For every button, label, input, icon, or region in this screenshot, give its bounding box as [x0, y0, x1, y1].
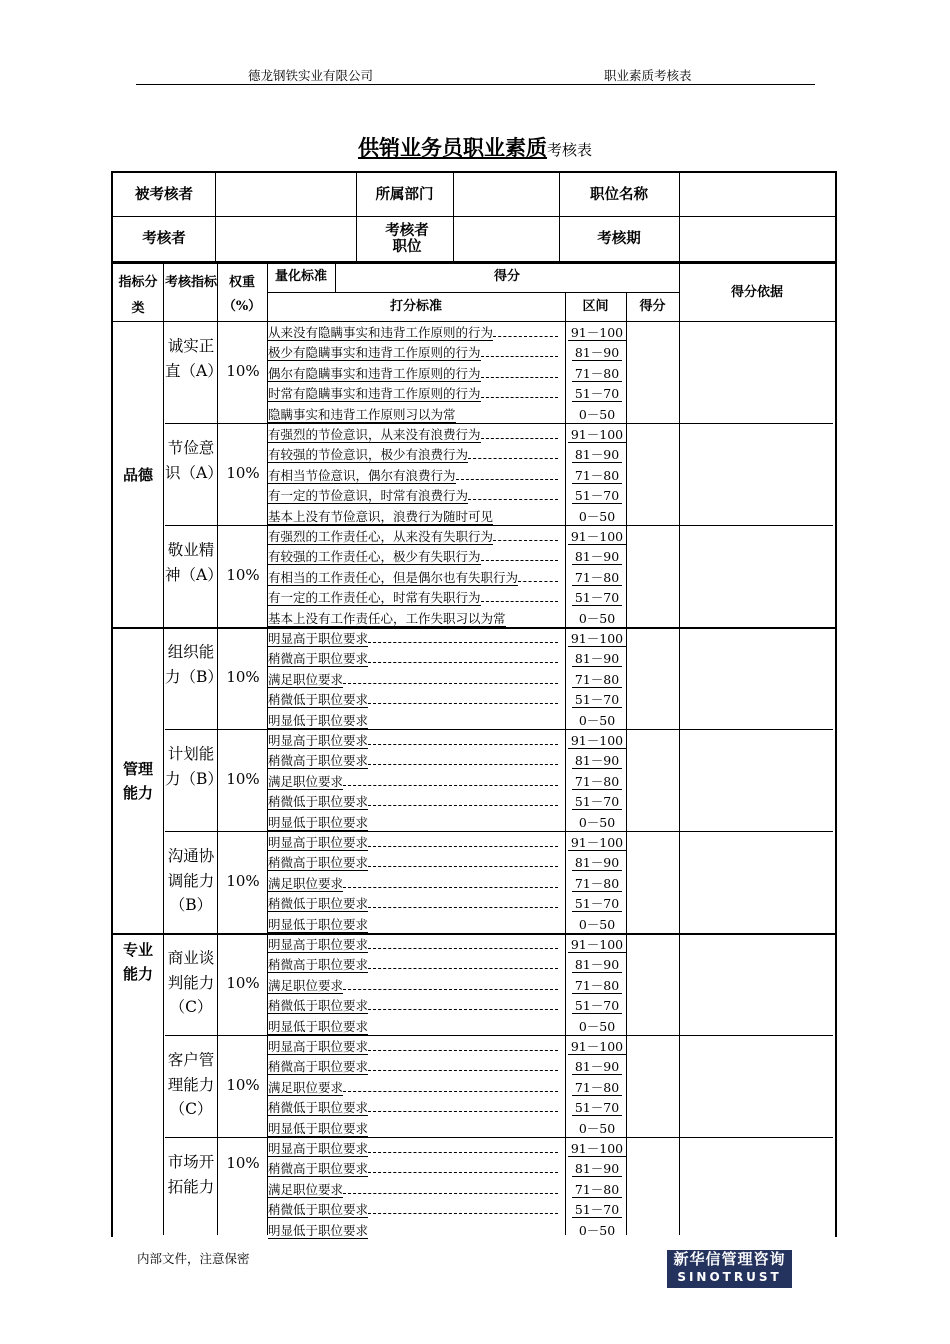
criterion-underline [468, 499, 558, 500]
criteria-list [268, 1037, 564, 1139]
range-item: 71－80 [566, 568, 628, 588]
criterion-item: 明显高于职位要求 [268, 935, 564, 955]
range-item: 0－50 [578, 1222, 616, 1238]
criteria-list [268, 527, 564, 629]
criterion-underline [368, 846, 558, 847]
range-item: 51－70 [566, 384, 628, 404]
range-item: 91－100 [566, 1037, 628, 1057]
assessor-position-value[interactable] [454, 217, 559, 261]
range-item: 0－50 [578, 712, 616, 728]
indicator-weight: 10% [226, 1154, 260, 1172]
indicator-name: 敬业精神（A） [165, 541, 223, 584]
range-item: 91－100 [566, 935, 628, 955]
criterion-item: 隐瞒事实和违背工作原则习以为常 [268, 406, 456, 422]
range-item: 81－90 [566, 649, 628, 669]
criterion-item: 满足职位要求 [268, 1078, 564, 1098]
range-item: 91－100 [566, 833, 628, 853]
assessee-value[interactable] [216, 173, 356, 216]
range-list [566, 629, 628, 731]
criterion-underline [368, 805, 558, 806]
criterion-underline [368, 764, 558, 765]
range-list [566, 935, 628, 1037]
col-scoring-standard: 打分标准 [389, 299, 442, 314]
criterion-underline [368, 642, 558, 643]
range-item: 51－70 [566, 1200, 628, 1220]
criterion-item: 稍微低于职位要求 [268, 996, 564, 1016]
page-title [0, 132, 950, 162]
criterion-underline [481, 397, 559, 398]
col-weight-1: 权重 [228, 275, 255, 290]
position-label: 职位名称 [590, 185, 648, 203]
criterion-item: 稍微低于职位要求 [268, 1098, 564, 1118]
criterion-item: 基本上没有工作责任心，工作失职习以为常 [268, 610, 506, 626]
criterion-underline [368, 662, 558, 663]
range-item: 0－50 [578, 610, 616, 626]
indicator-name: 诚实正直（A） [165, 337, 223, 380]
range-item: 51－70 [566, 894, 628, 914]
criterion-item: 稍微低于职位要求 [268, 792, 564, 812]
criterion-item: 有强烈的工作责任心，从来没有失职行为 [268, 527, 564, 547]
criterion-underline [493, 540, 558, 541]
criterion-item: 稍微低于职位要求 [268, 894, 564, 914]
range-item: 81－90 [566, 751, 628, 771]
range-item: 91－100 [566, 1139, 628, 1159]
indicator-weight: 10% [226, 974, 260, 992]
criterion-item: 有相当节俭意识，偶尔有浪费行为 [268, 466, 564, 486]
criterion-item: 明显高于职位要求 [268, 833, 564, 853]
criterion-item: 明显低于职位要求 [268, 1222, 369, 1238]
range-list [566, 833, 628, 935]
criterion-item: 有强烈的节俭意识，从来没有浪费行为 [268, 425, 564, 445]
range-item: 81－90 [566, 445, 628, 465]
indicator-weight: 10% [226, 362, 260, 380]
range-item: 81－90 [566, 1057, 628, 1077]
range-item: 81－90 [566, 1159, 628, 1179]
col-indicator: 考核指标 [165, 275, 218, 290]
criterion-underline [343, 785, 558, 786]
criterion-item: 明显低于职位要求 [268, 1018, 369, 1034]
criterion-underline [468, 458, 558, 459]
criteria-list [268, 833, 564, 935]
criterion-underline [481, 377, 559, 378]
criterion-item: 明显高于职位要求 [268, 629, 564, 649]
indicator-name: 商业谈判能力（C） [167, 949, 215, 1016]
col-weight-2: （%） [222, 299, 262, 314]
assessment-table [111, 262, 837, 1237]
criterion-underline [368, 1213, 558, 1214]
range-item: 81－90 [566, 853, 628, 873]
col-category: 指标分类 [118, 275, 158, 316]
page-header [136, 66, 815, 85]
category-label: 管理 能力 [122, 760, 153, 802]
criterion-item: 明显低于职位要求 [268, 814, 369, 830]
indicator-weight: 10% [226, 872, 260, 890]
range-item: 51－70 [566, 1098, 628, 1118]
indicator-weight: 10% [226, 464, 260, 482]
criterion-item: 满足职位要求 [268, 874, 564, 894]
criterion-underline [368, 744, 558, 745]
criterion-item: 有较强的工作责任心，极少有失职行为 [268, 547, 564, 567]
criterion-underline [368, 1009, 558, 1010]
category-label: 专业 能力 [122, 941, 153, 983]
indicator-name: 组织能力（B） [165, 643, 223, 686]
range-item: 71－80 [566, 364, 628, 384]
category-label: 品德 [122, 466, 153, 484]
range-list [566, 1139, 628, 1241]
title-main: 供销业务员职业素质 [357, 135, 547, 160]
range-item: 51－70 [566, 690, 628, 710]
range-item: 0－50 [578, 1018, 616, 1034]
criterion-underline [493, 336, 558, 337]
criterion-item: 稍微高于职位要求 [268, 1159, 564, 1179]
criterion-underline [368, 1152, 558, 1153]
criteria-list [268, 935, 564, 1037]
range-item: 0－50 [578, 814, 616, 830]
criterion-underline [368, 1111, 558, 1112]
info-table [111, 171, 837, 263]
criterion-item: 满足职位要求 [268, 772, 564, 792]
criteria-list [268, 629, 564, 731]
range-item: 81－90 [566, 955, 628, 975]
col-standard: 量化标准 [274, 269, 327, 284]
range-item: 71－80 [566, 466, 628, 486]
range-item: 0－50 [578, 406, 616, 422]
form-type: 职业素质考核表 [604, 68, 692, 83]
range-item: 71－80 [566, 874, 628, 894]
range-item: 0－50 [578, 916, 616, 932]
criterion-item: 基本上没有节俭意识，浪费行为随时可见 [268, 508, 494, 524]
period-value[interactable] [680, 217, 835, 261]
criterion-item: 明显低于职位要求 [268, 712, 369, 728]
criterion-underline [456, 479, 559, 480]
range-item: 51－70 [566, 792, 628, 812]
criterion-underline [368, 1050, 558, 1051]
criterion-item: 稍微高于职位要求 [268, 751, 564, 771]
range-list [566, 1037, 628, 1139]
criterion-item: 有相当的工作责任心，但是偶尔也有失职行为 [268, 568, 564, 588]
criteria-list [268, 731, 564, 833]
criteria-list [268, 1139, 564, 1241]
criterion-underline [343, 1091, 558, 1092]
range-item: 71－80 [566, 1180, 628, 1200]
criterion-item: 明显低于职位要求 [268, 1120, 369, 1136]
department-label: 所属部门 [375, 185, 434, 203]
department-value[interactable] [454, 173, 559, 216]
criterion-item: 明显高于职位要求 [268, 731, 564, 751]
range-item: 71－80 [566, 772, 628, 792]
range-item: 71－80 [566, 976, 628, 996]
range-item: 51－70 [566, 588, 628, 608]
criteria-list [268, 425, 564, 527]
period-label: 考核期 [597, 230, 641, 247]
criterion-underline [518, 581, 558, 582]
criterion-item: 稍微高于职位要求 [268, 649, 564, 669]
range-list [566, 731, 628, 833]
criterion-item: 明显低于职位要求 [268, 916, 369, 932]
criterion-item: 有一定的节俭意识，时常有浪费行为 [268, 486, 564, 506]
range-item: 91－100 [566, 323, 628, 343]
criterion-item: 从来没有隐瞒事实和违背工作原则的行为 [268, 323, 564, 343]
indicator-weight: 10% [226, 1076, 260, 1094]
criteria-list [268, 323, 564, 425]
indicator-name: 节俭意识（A） [165, 439, 223, 482]
col-basis: 得分依据 [730, 285, 783, 300]
range-item: 81－90 [566, 547, 628, 567]
assessor-label: 考核者 [142, 230, 186, 247]
range-list [566, 323, 628, 425]
criterion-item: 稍微高于职位要求 [268, 1057, 564, 1077]
range-item: 0－50 [578, 1120, 616, 1136]
range-item: 71－80 [566, 670, 628, 690]
indicator-weight: 10% [226, 566, 260, 584]
criterion-underline [481, 601, 559, 602]
range-item: 71－80 [566, 1078, 628, 1098]
criterion-item: 满足职位要求 [268, 670, 564, 690]
indicator-name: 沟通协调能力（B） [167, 847, 215, 914]
criterion-item: 满足职位要求 [268, 976, 564, 996]
criterion-underline [343, 1193, 558, 1194]
indicator-weight: 10% [226, 668, 260, 686]
range-list [566, 425, 628, 527]
criterion-underline [343, 887, 558, 888]
criterion-underline [368, 1070, 558, 1071]
criterion-item: 稍微低于职位要求 [268, 690, 564, 710]
assessor-position-label: 考核者职位 [385, 222, 429, 255]
criterion-item: 有较强的节俭意识，极少有浪费行为 [268, 445, 564, 465]
assessor-value[interactable] [216, 217, 356, 261]
criterion-item: 明显高于职位要求 [268, 1139, 564, 1159]
criterion-underline [368, 703, 558, 704]
col-range: 区间 [582, 299, 609, 314]
criterion-item: 稍微高于职位要求 [268, 955, 564, 975]
range-item: 81－90 [566, 343, 628, 363]
range-item: 51－70 [566, 996, 628, 1016]
criterion-item: 稍微高于职位要求 [268, 853, 564, 873]
criterion-item: 极少有隐瞒事实和违背工作原则的行为 [268, 343, 564, 363]
criterion-underline [343, 683, 558, 684]
footer-note: 内部文件，注意保密 [137, 1251, 250, 1266]
indicator-name: 市场开拓能力 [167, 1153, 215, 1196]
criterion-item: 明显高于职位要求 [268, 1037, 564, 1057]
criterion-underline [481, 438, 559, 439]
criterion-underline [368, 968, 558, 969]
criterion-underline [368, 866, 558, 867]
sinotrust-logo [667, 1250, 792, 1288]
indicator-weight: 10% [226, 770, 260, 788]
logo-en: SINOTRUST [677, 1270, 782, 1284]
criterion-underline [368, 948, 558, 949]
range-item: 91－100 [566, 527, 628, 547]
indicator-name: 计划能力（B） [165, 745, 223, 788]
title-suffix: 考核表 [546, 141, 592, 159]
col-score-group: 得分 [493, 269, 520, 284]
criterion-item: 稍微低于职位要求 [268, 1200, 564, 1220]
company-name: 德龙钢铁实业有限公司 [248, 68, 374, 83]
assessee-label: 被考核者 [135, 185, 193, 203]
criterion-underline [368, 907, 558, 908]
range-item: 0－50 [578, 508, 616, 524]
criterion-underline [481, 560, 559, 561]
position-value[interactable] [680, 173, 835, 216]
criterion-underline [368, 1172, 558, 1173]
indicator-name: 客户管理能力（C） [167, 1051, 215, 1118]
criterion-item: 有一定的工作责任心，时常有失职行为 [268, 588, 564, 608]
range-list [566, 527, 628, 629]
col-score: 得分 [639, 299, 666, 314]
criterion-underline [481, 356, 559, 357]
range-item: 91－100 [566, 731, 628, 751]
range-item: 91－100 [566, 629, 628, 649]
logo-cn: 新华信管理咨询 [673, 1250, 786, 1268]
range-item: 51－70 [566, 486, 628, 506]
criterion-item: 偶尔有隐瞒事实和违背工作原则的行为 [268, 364, 564, 384]
criterion-underline [343, 989, 558, 990]
range-item: 91－100 [566, 425, 628, 445]
criterion-item: 满足职位要求 [268, 1180, 564, 1200]
criterion-item: 时常有隐瞒事实和违背工作原则的行为 [268, 384, 564, 404]
